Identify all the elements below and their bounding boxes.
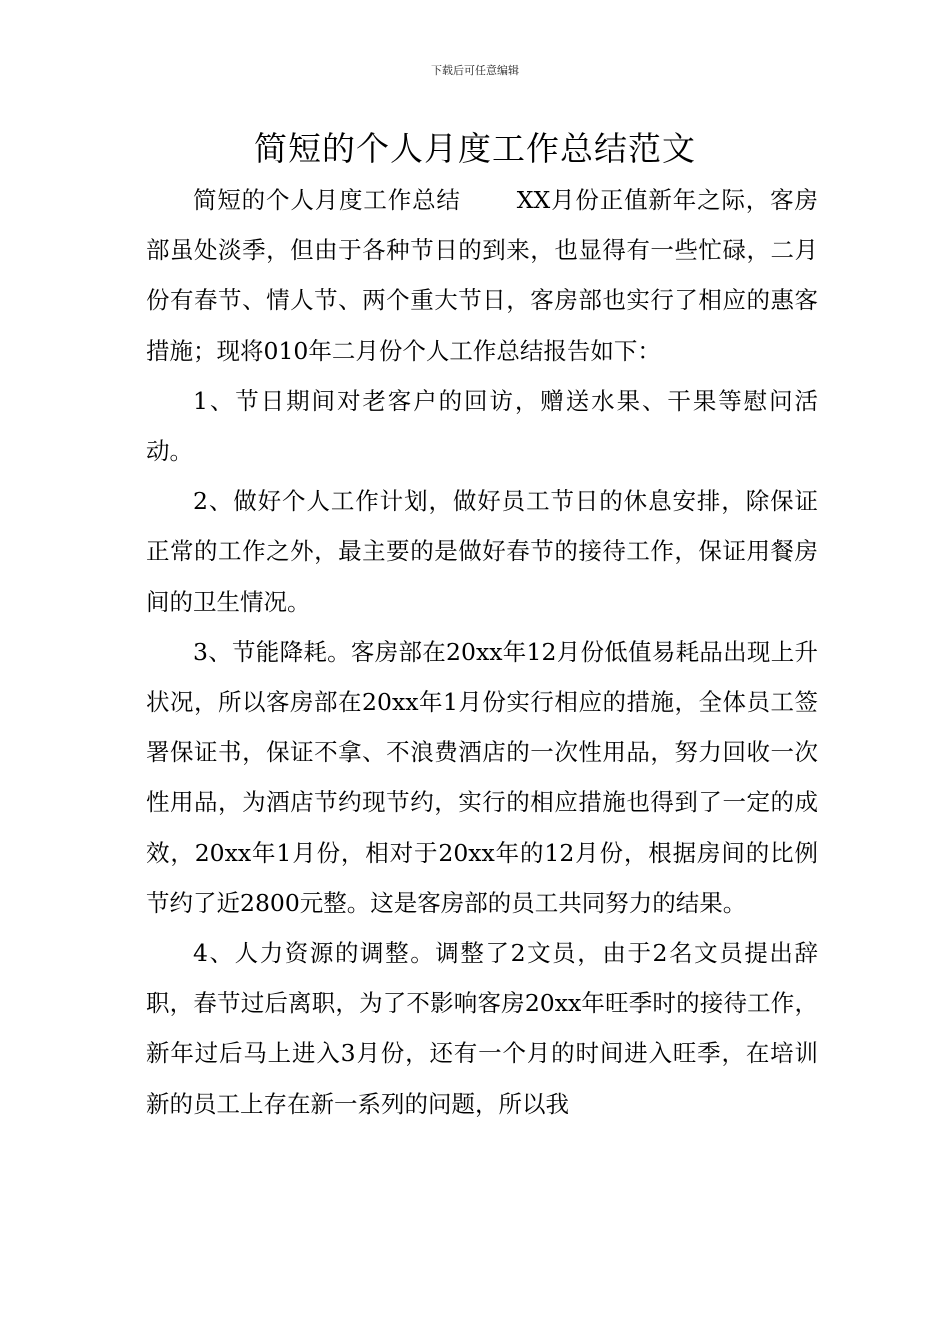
paragraph-item-1: 1、节日期间对老客户的回访，赠送水果、干果等慰问活动。 xyxy=(146,386,818,466)
intro-heading: 简短的个人月度工作总结 xyxy=(193,186,461,214)
paragraph-item-4: 4、人力资源的调整。调整了2文员，由于2名文员提出辞职，春节过后离职，为了不影响客房20xx年旺季时的接待工作，新年过后马上进入3月份，还有一个月的时间进入旺季，在培训新的员工上存在新一系列的问题，所以我 xyxy=(146,939,818,1118)
document-body xyxy=(146,175,818,1129)
paragraph-intro xyxy=(146,175,818,376)
page-header-note: 下载后可任意编辑 xyxy=(431,64,519,77)
paragraph-item-3: 3、节能降耗。客房部在20xx年12月份低值易耗品出现上升状况，所以客房部在20xx年1月份实行相应的措施，全体员工签署保证书，保证不拿、不浪费酒店的一次性用品，努力回收一次性用品，为酒店节约现节约，实行的相应措施也得到了一定的成效，20xx年1月份，相对于20xx年的12月份，根据房间的比例节约了近2800元整。这是客房部的员工共同努力的结果。 xyxy=(146,637,818,917)
paragraph-item-2: 2、做好个人工作计划，做好员工节日的休息安排，除保证正常的工作之外，最主要的是做好春节的接待工作，保证用餐房间的卫生情况。 xyxy=(146,487,818,616)
document-title: 简短的个人月度工作总结范文 xyxy=(254,129,696,168)
intro-text: XX月份正值新年之际，客房部虽处淡季，但由于各种节日的到来，也显得有一些忙碌，二月份有春节、情人节、两个重大节日，客房部也实行了相应的惠客措施；现将010年二月份个人工作总结报告如下： xyxy=(146,186,818,365)
